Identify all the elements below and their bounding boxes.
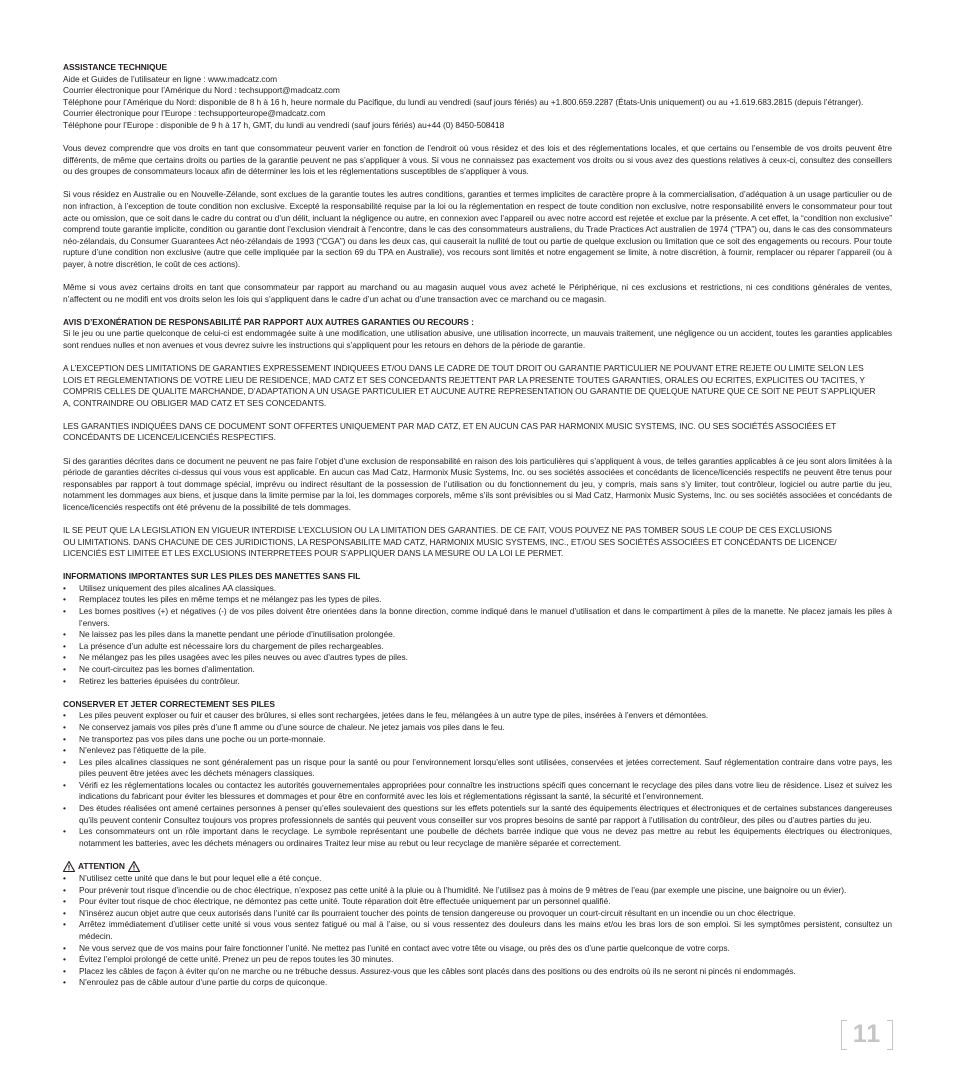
text-line: LES GARANTIES INDIQUÉES DANS CE DOCUMENT SONT OFFERTES UNIQUEMENT PAR MAD CATZ, ET EN AUCUN CAS PAR HARMONIX MUSIC SYSTEMS, INC. OU SES SOCIÉTÉS ASSOCIÉES ET xyxy=(63,420,837,431)
text-line: OU LIMITATIONS. DANS CHACUNE DE CES JURIDICTIONS, LA RESPONSABILITE MAD CATZ, HARMONIX MUSIC SYSTEMS, INC., ET/OU SES SOCIÉTÉS ASSOCIÉES ET CONCÉDANTS DE LICENCE/ xyxy=(63,536,837,547)
list-item: • Ne transportez pas vos piles dans une poche ou un porte-monnaie. xyxy=(63,734,892,746)
battery-disposal-section xyxy=(63,699,892,850)
warning-icon xyxy=(128,861,140,872)
text-line: IL SE PEUT QUE LA LEGISLATION EN VIGUEUR INTERDISE L’EXCLUSION OU LA LIMITATION DES GARANTIES. DE CE FAIT, VOUS POUVEZ NE PAS TOMBER SOUS LE COUP DE CES EXCLUSIONS xyxy=(63,525,832,535)
warning-icon xyxy=(63,861,75,872)
battery-disposal-heading: CONSERVER ET JETER CORRECTEMENT SES PILES xyxy=(63,698,275,709)
list-item: • Ne conservez jamais vos piles près d’une fl amme ou d’une source de chaleur. Ne jetez jamais vos piles dans le feu. xyxy=(63,722,892,734)
attention-heading: ATTENTION xyxy=(78,861,125,872)
list-item: • Ne court-circuitez pas les bornes d’alimentation. xyxy=(63,664,892,676)
tech-support-line: Téléphone pour l’Amérique du Nord: disponible de 8 h à 16 h, heure normale du Pacifique, du lundi au vendredi (sauf jours fériés) au +1.800.659.2287 (États-Unis uniquement) ou au +1.619.683.2815 (depuis l’étranger). xyxy=(63,96,864,107)
disclaimer-text: Si le jeu ou une partie quelconque de celui-ci est endommagée suite à une modification, une utilisation abusive, une utilisation incorrecte, un mauvais traitement, une négligence ou un accident, toutes les garanties applicables sont rendues nulles et non avenues et vous devrez suivre les instructions qui s’appliquent pour les retours en dehors de la période de garantie. xyxy=(63,328,892,350)
tech-support-heading: ASSISTANCE TECHNIQUE xyxy=(63,62,168,72)
text-line: COMPRIS CELLES DE QUALITE MARCHANDE, D’ADAPTATION A UN USAGE PARTICULIER ET AUCUNE AUTRE REPRESENTATION OU GARANTIE DE QUELQUE NATURE QUE CE SOIT NE PEUT S’APPLIQUER xyxy=(63,386,876,397)
australia-nz-paragraph: Si vous résidez en Australie ou en Nouvelle-Zélande, sont exclues de la garantie toutes les autres conditions, garanties et termes implicites de caractère propre à la commercialisation, d’adéquation à un usage particulier ou de non infraction, à l’exception de toute condition non exclusive. Excepté la responsabilité requise par la loi ou la réglementation en respect de toute condition non exclusive, notre responsabilité envers le consommateur pour tout acte ou omission, que ce soit dans le cadre du contrat ou d’un délit, incluant la négligence ou autre, en connexion avec l’appareil ou avec notre accord est rejetée et exclue par la présente. A cet effet, la “condition non exclusive” comprend toute garantie implicite, condition ou garantie dont l’exclusion viendrait à l’encontre, dans le cas des consommateurs australiens, du Trade Practices Act australien de 1974 (“TPA”) ou, dans le cas des consommateurs néo-zélandais, du Consumer Guarantees Act néo-zélandais de 1993 (“CGA”) ou dans les deux cas, qui causerait la nullité de tout ou partie de quelque exclusion ou limitation que ce soit des engagements ou recours. Pour toute rupture d’une condition non exclusive (autre que celle impliquée par la section 69 du TPA en Australie), vos recours sont limités et notre engagement se limite, à notre discrétion, à fournir, remplacer ou réparer l’appareil (ou à payer, à notre discrétion, le coût de ces actions). xyxy=(63,189,892,269)
tech-support-line: Aide et Guides de l’utilisateur en ligne : www.madcatz.com xyxy=(63,73,278,84)
battery-disposal-list xyxy=(63,710,892,849)
text-line: A, CONTRAINDRE OU OBLIGER MAD CATZ ET SES CONCEDANTS. xyxy=(63,397,327,408)
list-item: • Les piles alcalines classiques ne sont généralement pas un risque pour la santé ou pour l’environnement lorsqu’elles sont utilisées, conservées et jetées correctement. Sauf réglementation contraire dans votre pays, les piles peuvent être jetées avec les déchets ménagers classiques. xyxy=(63,757,892,780)
list-item: • Remplacez toutes les piles en même temps et ne mélangez pas les types de piles. xyxy=(63,594,892,606)
list-item: • Arrêtez immédiatement d’utiliser cette unité si vous vous sentez fatigué ou mal à l’aise, ou si vous ressentez des douleurs dans les mains et/ou les bras lors de son emploi. Si les symptômes persistent, consultez un médecin. xyxy=(63,919,892,942)
list-item: • Ne vous servez que de vos mains pour faire fonctionner l’unité. Ne mettez pas l’unité en contact avec votre tête ou visage, ou près des os d’une partie quelconque de votre corps. xyxy=(63,943,892,955)
retailer-rights-paragraph: Même si vous avez certains droits en tant que consommateur par rapport au marchand ou au magasin auquel vous avez acheté le Périphérique, ni ces exclusions et restrictions, ni ces conditions générales de ventes, n’affectent ou ne modifi ent vos droits selon les lois qui s’appliquent dans le cadre d’un achat ou d’une transaction avec ce marchand ou ce magasin. xyxy=(63,282,892,304)
list-item: • N’enroulez pas de câble autour d’une partie du corps de quiconque. xyxy=(63,977,892,989)
attention-heading-row xyxy=(63,861,892,873)
list-item: • Placez les câbles de façon à éviter qu’on ne marche ou ne trébuche dessus. Assurez-vous que les câbles sont placés dans des positions ou des endroits où ils ne seront ni pincés ni endommagés. xyxy=(63,966,892,978)
warranty-limitations-paragraph xyxy=(63,363,892,409)
consumer-rights-paragraph: Vous devez comprendre que vos droits en tant que consommateur peuvent varier en fonction de l’endroit où vous résidez et des lois et des réglementations locales, et que certains ou l’ensemble de vos droits peuvent être différents, de même que certains droits ou parties de la garantie peuvent ne pas s’appliquer à vous. Si vous ne connaissez pas exactement vos droits ou si vous avez des questions relatives à ceux-ci, consultez des conseillers ou des groupes de consommateurs locaux afin de déterminer les lois et les réglementations susceptibles de s’appliquer à vous. xyxy=(63,143,892,177)
tech-support-line: Téléphone pour l’Europe : disponible de 9 h à 17 h, GMT, du lundi au vendredi (sauf jours fériés) au+44 (0) 8450-508418 xyxy=(63,119,505,130)
left-bracket xyxy=(841,1020,847,1050)
right-bracket xyxy=(887,1020,893,1050)
list-item: • Des études réalisées ont amené certaines personnes à penser qu’elles soulevaient des questions sur les effets potentiels sur la santé des équipements électriques et électroniques et de certaines substances dangereuses qu’ils peuvent contenir Consultez toujours vos propres professionnels de santés qui peuvent vous conseiller sur vos propres besoins de santé par rapport à l’utilisation du contrôleur, des piles ou d’autres parties du jeu. xyxy=(63,803,892,826)
list-item: • Les piles peuvent exploser ou fuir et causer des brûlures, si elles sont rechargées, jetées dans le feu, mélangées à un autre type de piles, insérées à l’envers et démontées. xyxy=(63,710,892,722)
tech-support-line: Courrier électronique pour l’Amérique du Nord : techsupport@madcatz.com xyxy=(63,85,340,96)
text-line: A L’EXCEPTION DES LIMITATIONS DE GARANTIES EXPRESSEMENT INDIQUEES ET/OU DANS LE CADRE DE TOUT DROIT OU GARANTIE PARTICULIER NE POUVANT ETRE REJETE OU LIMITE SELON LES xyxy=(63,362,864,373)
document-body xyxy=(63,62,892,989)
list-item: • Les bornes positives (+) et négatives (-) de vos piles doivent être orientées dans la bonne direction, comme indiqué dans le manuel d’utilisation et dans le compartiment à piles de la manette. Ne placez jamais les piles à l’envers. xyxy=(63,606,892,629)
list-item: • Ne mélangez pas les piles usagées avec les piles neuves ou avec d’autres types de piles. xyxy=(63,652,892,664)
disclaimer-section xyxy=(63,317,892,352)
list-item: • Pour éviter tout risque de choc électrique, ne démontez pas cette unité. Toute réparation doit être effectuée uniquement par un personnel qualifié. xyxy=(63,896,892,908)
tech-support-section xyxy=(63,62,892,132)
list-item: • Ne laissez pas les piles dans la manette pendant une période d’inutilisation prolongée. xyxy=(63,629,892,641)
text-line: LICENCIÉS EST LIMITEE ET LES EXCLUSIONS INTERPRETEES POUR S’APPLIQUER DANS LA MESURE OU LA LOI LE PERMET. xyxy=(63,548,564,559)
list-item: • Retirez les batteries épuisées du contrôleur. xyxy=(63,676,892,688)
list-item: • Évitez l’emploi prolongé de cette unité. Prenez un peu de repos toutes les 30 minutes. xyxy=(63,954,892,966)
list-item: • N’enlevez pas l’étiquette de la pile. xyxy=(63,745,892,757)
damages-paragraph: Si des garanties décrites dans ce document ne peuvent ne pas faire l’objet d’une exclusion de responsabilité en raison des lois particulières qui s’appliquent à vous, de telles garanties applicables à ce jeu sont alors limitées à la période de garanties décrites ci-dessus qui vous vous est applicable. En aucun cas Mad Catz, Harmonix Music Systems, Inc. ou ses sociétés associées et concédants de licence/licenciés respectifs ne peuvent être tenus pour responsables par rapport à tout dommage spécial, imprévu ou indirect résultant de la possession de l’utilisation ou du fonctionnement du jeu, y compris, mais sans s’y limiter, tout contrôleur, logiciel ou autre partie du jeu, notamment les dommages aux biens, et jusque dans la limite permise par la loi, les dommages corporels, même s’ils sont prévisibles ou si Mad Catz, Harmonix Music Systems, Inc. ou ses sociétés associées et concédants de licence/licenciés respectifs ont été prévenu de la possibilité de tels dommages. xyxy=(63,455,892,512)
wireless-batteries-heading: INFORMATIONS IMPORTANTES SUR LES PILES DES MANETTES SANS FIL xyxy=(63,571,361,582)
tech-support-line: Courrier électronique pour l’Europe : techsupporteurope@madcatz.com xyxy=(63,108,326,119)
list-item: • Pour prévenir tout risque d’incendie ou de choc électrique, n’exposez pas cette unité à la pluie ou à l’humidité. Ne l’utilisez pas à moins de 9 mètres de l’eau (par exemple une piscine, une baignoire ou un évier). xyxy=(63,885,892,897)
list-item: • N’insérez aucun objet autre que ceux autorisés dans l’unité car ils pourraient toucher des points de tension dangereuse ou provoquer un court-circuit résultant en un incendie ou un choc électrique. xyxy=(63,908,892,920)
list-item: • La présence d’un adulte est nécessaire lors du chargement de piles rechargeables. xyxy=(63,641,892,653)
page-number xyxy=(839,1018,895,1050)
wireless-batteries-list xyxy=(63,583,892,687)
warranty-offered-paragraph xyxy=(63,421,892,444)
text-line: LOIS ET REGLEMENTATIONS DE VOTRE LIEU DE RESIDENCE, MAD CATZ ET SES CONCEDANTS REJETTENT PAR LA PRESENTE TOUTES GARANTIES, ORALES OU ECRITES, EXPLICITES OU TACITES, Y xyxy=(63,374,865,385)
legislation-paragraph xyxy=(63,525,892,560)
wireless-batteries-section xyxy=(63,571,892,687)
text-line: CONCÉDANTS DE LICENCE/LICENCIÉS RESPECTIFS. xyxy=(63,432,276,443)
list-item: • Utilisez uniquement des piles alcalines AA classiques. xyxy=(63,583,892,595)
disclaimer-heading: AVIS D’EXONÉRATION DE RESPONSABILITÉ PAR RAPPORT AUX AUTRES GARANTIES OU RECOURS : xyxy=(63,316,474,327)
list-item: • Vérifi ez les réglementations locales ou contactez les autorités gouvernementales appropriées pour connaître les instructions spécifi ques concernant le recyclage des piles dans votre lieu de résidence. Lisez et suivez les indications du fabricant pour éviter les blessures et dommages et pour être en conformité avec les lois et réglementations régissant la santé, la sécurité et l’environnement. xyxy=(63,780,892,803)
page-number-text: 11 xyxy=(852,1020,882,1048)
attention-list xyxy=(63,873,892,989)
list-item: • N’utilisez cette unité que dans le but pour lequel elle a été conçue. xyxy=(63,873,892,885)
list-item: • Les consommateurs ont un rôle important dans le recyclage. Le symbole représentant une poubelle de déchets barrée indique que vous ne devez pas mettre au rebut les équipements électriques ou électroniques, notamment les batteries, avec les déchets ménagers ou ordinaires Traitez leur mise au rebut ou leur recyclage de manière séparée et correctement. xyxy=(63,826,892,849)
attention-section xyxy=(63,861,892,989)
